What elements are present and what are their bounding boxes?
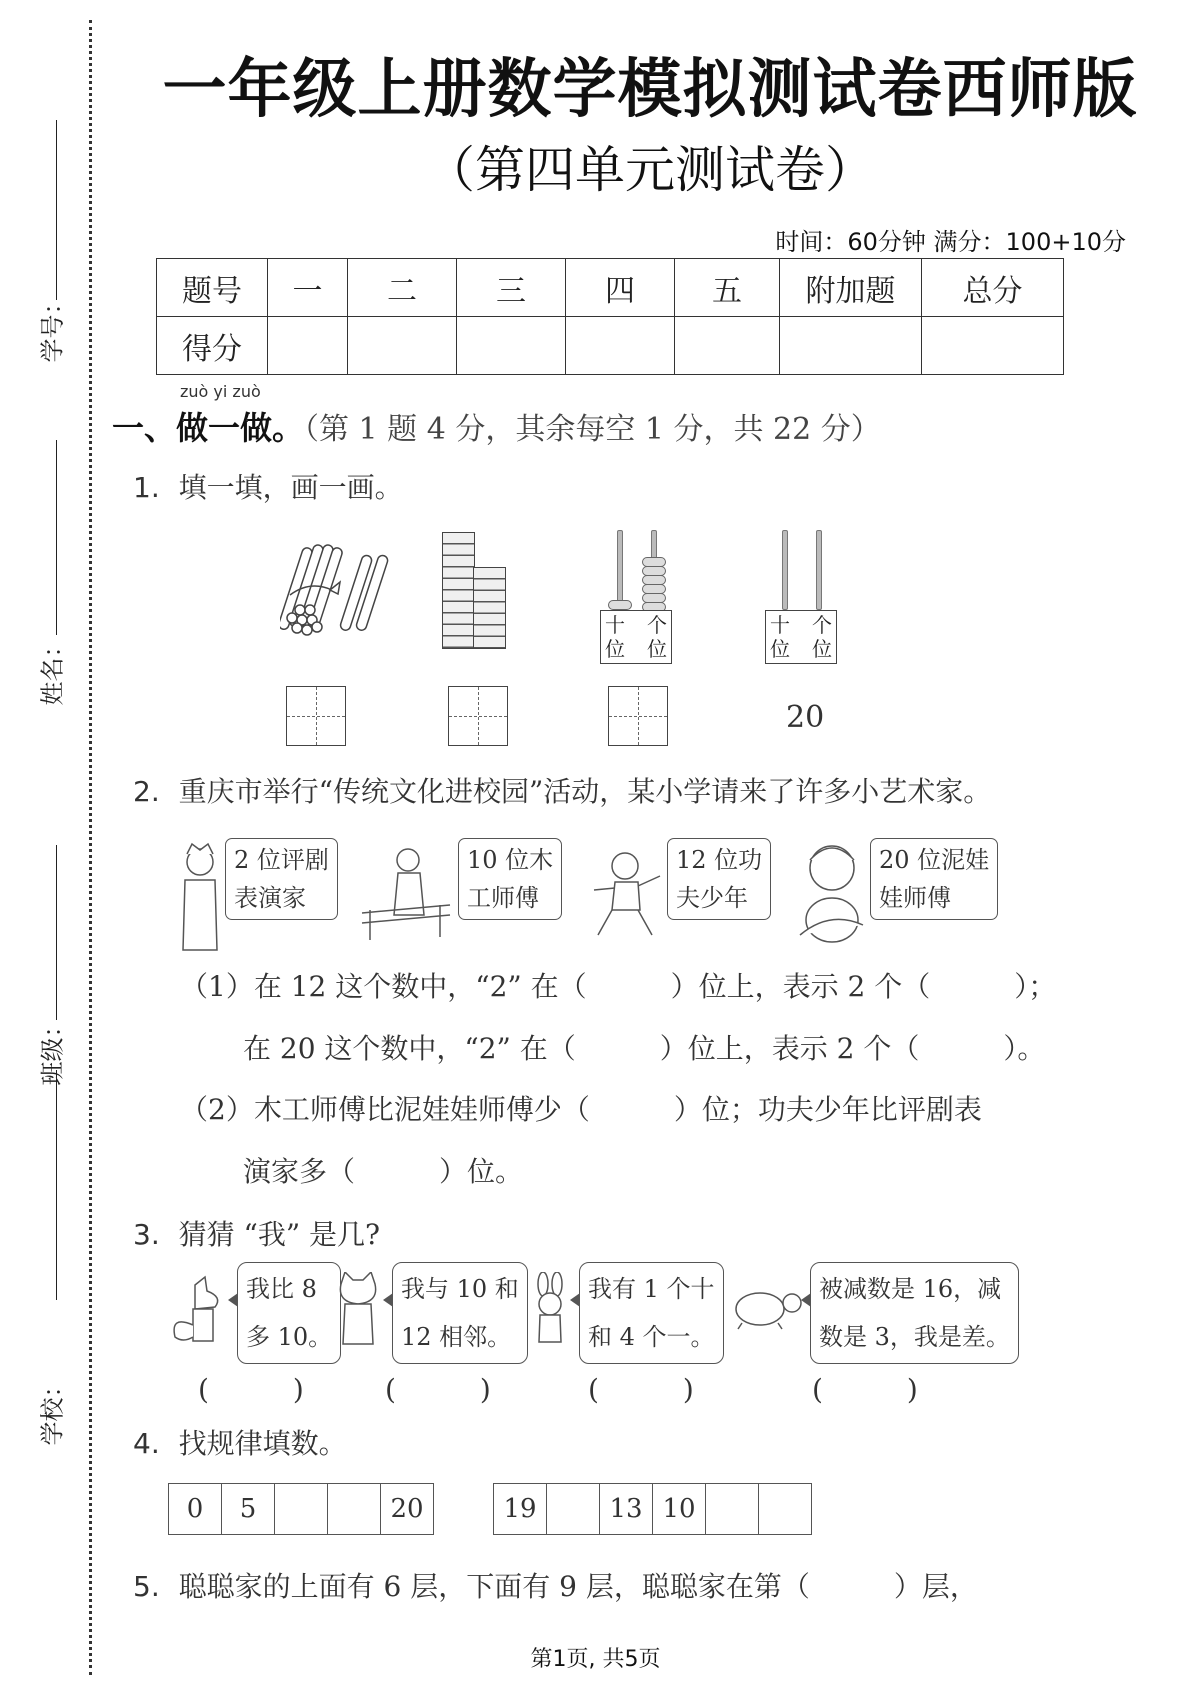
answer-grid-box[interactable] (608, 686, 668, 746)
page-indicator: 第1页, 共5页 (530, 1647, 661, 1672)
answer-blank[interactable]: ( ) (812, 1373, 918, 1406)
rabbit-icon (525, 1272, 575, 1347)
class-line[interactable] (56, 845, 57, 1020)
sequence-cell: 19 (494, 1484, 547, 1535)
tens-rod (617, 530, 623, 610)
header-cell: 总分 (922, 259, 1064, 317)
binding-dotted-line (89, 20, 92, 1675)
sequence-cell: 10 (653, 1484, 706, 1535)
score-cell[interactable] (566, 317, 675, 375)
carpenter-icon (360, 845, 455, 945)
score-row-label: 得分 (157, 317, 268, 375)
student-id-label: 学号： (38, 290, 67, 363)
answer-blank[interactable]: ( ) (588, 1373, 694, 1406)
score-table-score-row (157, 317, 1064, 375)
opera-performer-icon (175, 840, 225, 960)
question-number: 3. (133, 1218, 160, 1251)
kungfu-boy-icon (590, 850, 665, 940)
question-1 (133, 466, 403, 506)
header-cell: 四 (566, 259, 675, 317)
question-2 (133, 770, 991, 810)
turtle-icon (732, 1285, 804, 1330)
abacus-filled (600, 530, 675, 661)
question-4 (133, 1422, 347, 1462)
score-table (156, 258, 1064, 375)
tens-bead (608, 600, 632, 610)
name-label: 姓名： (38, 633, 67, 706)
score-cell[interactable] (922, 317, 1064, 375)
score-cell[interactable] (268, 317, 348, 375)
sequence-cell[interactable] (275, 1484, 328, 1535)
question-text: 填一填，画一画。 (178, 471, 403, 504)
abacus-place-label: 十 位 个 位 (765, 610, 837, 664)
sticks-bundle-icon (280, 540, 400, 645)
question-text: 猜猜 “我” 是几? (178, 1218, 381, 1251)
speech-bubble: 我有 1 个十 和 4 个一。 (579, 1262, 724, 1364)
speech-bubble: 被减数是 16，减 数是 3，我是差。 (810, 1262, 1019, 1364)
sequence-cell[interactable] (706, 1484, 759, 1535)
ones-rod (816, 530, 822, 610)
section-title: 一、做一做。 (112, 409, 305, 447)
score-cell[interactable] (348, 317, 457, 375)
given-number: 20 (786, 700, 825, 735)
header-cell: 题号 (157, 259, 268, 317)
speech-bubble: 我比 8 多 10。 (237, 1262, 341, 1364)
sequence-cell: 0 (169, 1484, 222, 1535)
speech-bubble: 我与 10 和 12 相邻。 (392, 1262, 528, 1364)
fox-icon (165, 1275, 227, 1345)
sequence-cell: 13 (600, 1484, 653, 1535)
abacus-empty[interactable] (765, 530, 840, 661)
school-label: 学校： (38, 1373, 67, 1446)
sequence-cell: 5 (222, 1484, 275, 1535)
q2-sub1-line2: 在 20 这个数中，“2” 在（ ）位上，表示 2 个（ ）。 (243, 1032, 1046, 1065)
q2-sub2-line2: 演家多（ ）位。 (243, 1155, 524, 1188)
tens-rod (782, 530, 788, 610)
exam-meta: 时间：60分钟 满分：100+10分 (775, 228, 1126, 256)
score-table-header-row (157, 259, 1064, 317)
artist-card: 20 位泥娃 娃师傅 (870, 838, 998, 920)
answer-grid-box[interactable] (448, 686, 508, 746)
question-number: 1. (133, 471, 160, 504)
artist-card: 2 位评剧 表演家 (225, 838, 338, 920)
q2-sub1-line1: （1）在 12 这个数中，“2” 在（ ）位上，表示 2 个（ ）； (180, 970, 1057, 1003)
page-title: 一年级上册数学模拟测试卷西师版 (162, 53, 1138, 127)
artist-card: 12 位功 夫少年 (667, 838, 771, 920)
answer-grid-box[interactable] (286, 686, 346, 746)
artist-card: 10 位木 工师傅 (458, 838, 562, 920)
question-text: 重庆市举行“传统文化进校园”活动，某小学请来了许多小艺术家。 (178, 775, 992, 808)
section-pinyin: zuò yi zuò (180, 382, 261, 401)
sequence-cell[interactable] (547, 1484, 600, 1535)
sequence-1 (168, 1483, 434, 1535)
name-line[interactable] (56, 440, 57, 635)
abacus-place-label: 十 位 个 位 (600, 610, 672, 664)
class-label: 班级： (38, 1013, 67, 1086)
score-cell[interactable] (780, 317, 922, 375)
sequence-2 (493, 1483, 812, 1535)
header-cell: 三 (457, 259, 566, 317)
answer-blank[interactable]: ( ) (198, 1373, 304, 1406)
header-cell: 附加题 (780, 259, 922, 317)
score-cell[interactable] (457, 317, 566, 375)
q2-sub2-line1: （2）木工师傅比泥娃娃师傅少（ ）位；功夫少年比评剧表 (180, 1093, 982, 1126)
sequence-cell: 20 (381, 1484, 434, 1535)
question-number: 5. (133, 1570, 160, 1603)
header-cell: 五 (675, 259, 780, 317)
question-number: 2. (133, 775, 160, 808)
student-id-line[interactable] (56, 120, 57, 300)
cat-icon (333, 1272, 383, 1347)
header-cell: 一 (268, 259, 348, 317)
section-note: （第 1 题 4 分，其余每空 1 分，共 22 分） (304, 412, 881, 447)
school-line[interactable] (56, 1070, 57, 1300)
question-number: 4. (133, 1427, 160, 1460)
sequence-cell[interactable] (759, 1484, 812, 1535)
section-heading (112, 403, 881, 449)
page-subtitle: （第四单元测试卷） (425, 141, 875, 199)
question-text: 找规律填数。 (178, 1427, 347, 1460)
sequence-cell[interactable] (328, 1484, 381, 1535)
answer-blank[interactable]: ( ) (385, 1373, 491, 1406)
question-text: 聪聪家的上面有 6 层，下面有 9 层，聪聪家在第（ ）层， (178, 1570, 978, 1603)
score-cell[interactable] (675, 317, 780, 375)
clay-doll-master-icon (795, 840, 870, 950)
header-cell: 二 (348, 259, 457, 317)
question-3 (133, 1213, 380, 1253)
question-5 (133, 1565, 978, 1605)
